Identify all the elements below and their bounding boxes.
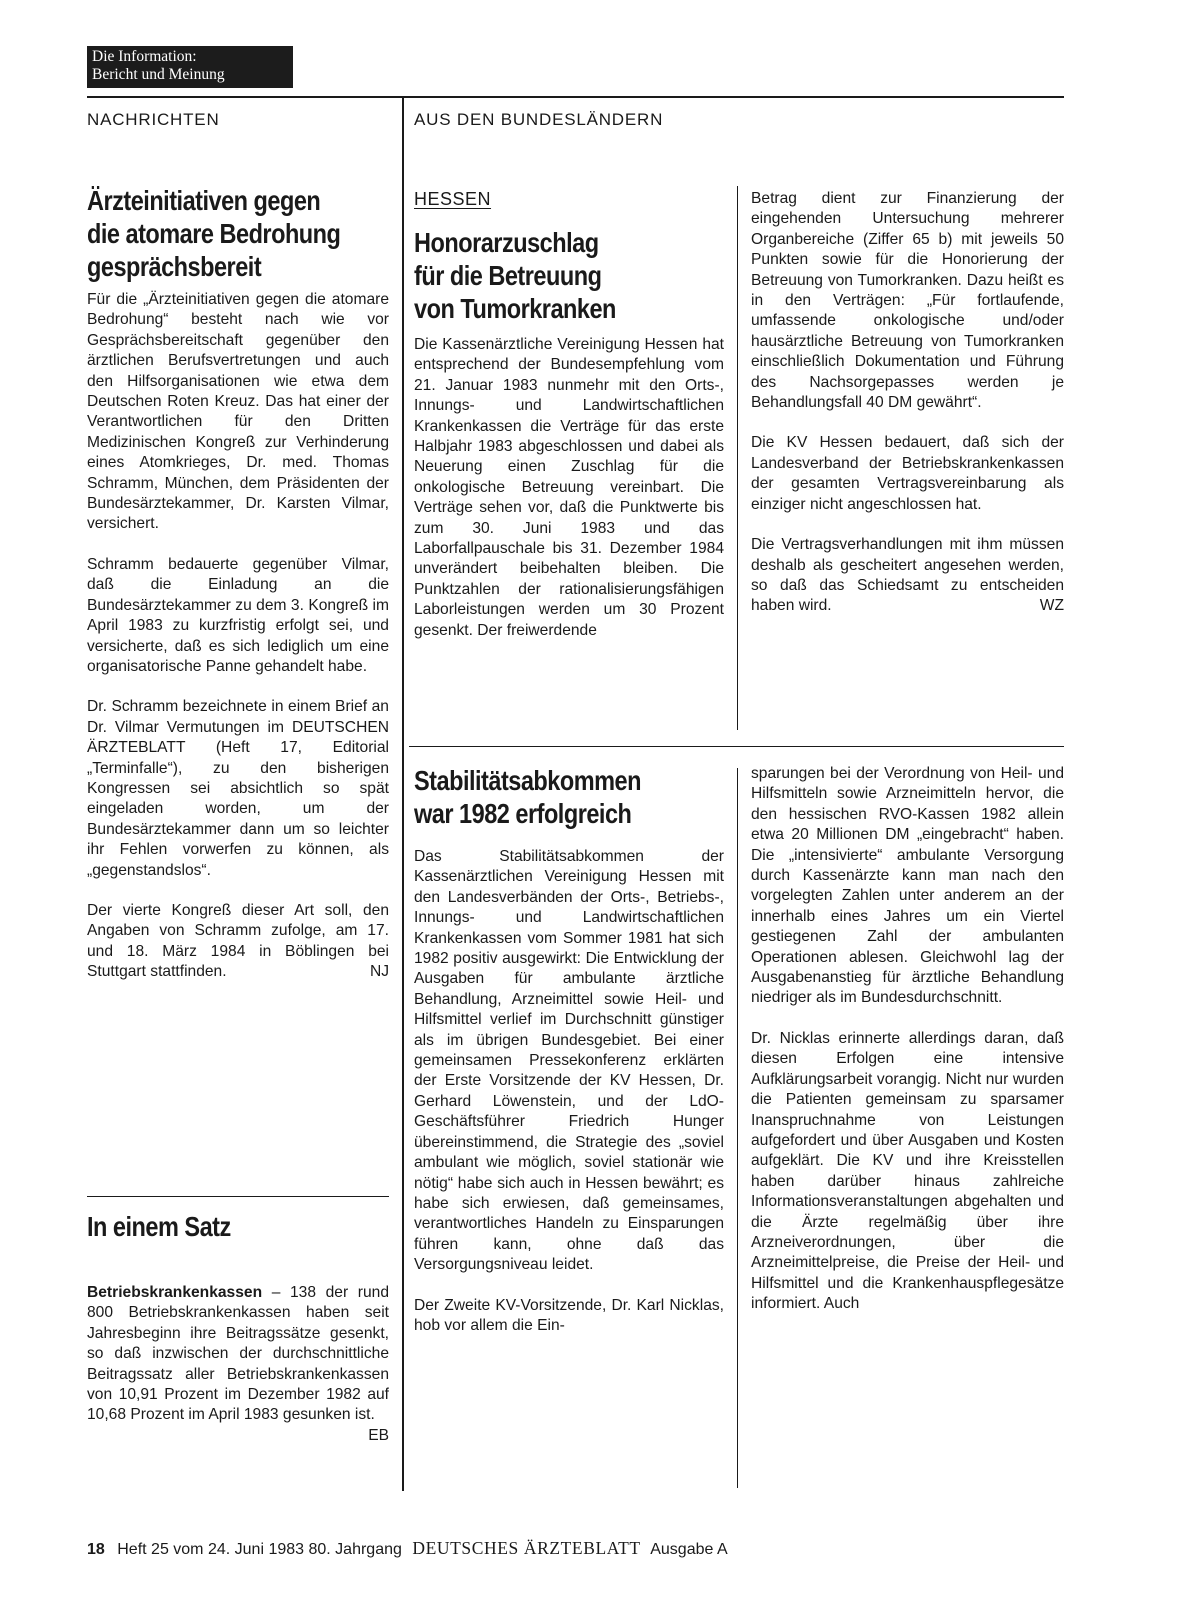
article1-paragraph: Für die „Ärzteinitiativen gegen die atomare Bedrohung“ besteht nach wie vor Gesprächsbereitschaft gegenüber den ärztlichen Berufsvertretungen und auch den Hilfsorganisationen wie etwa dem Deutschen Roten Kreuz. Das hat einer der Verantwortlichen für den Dritten Medizinischen Kongreß zur Verhinderung eines Atomkrieges, Dr. med. Thomas Schramm, München, dem Präsidenten der Bundesärztekammer, Dr. Karsten Vilmar, versichert. bbox=[87, 291, 389, 533]
satz-signature: EB bbox=[368, 1426, 389, 1444]
edition-label: Ausgabe A bbox=[650, 1541, 728, 1558]
satz-lead: Betriebskrankenkassen bbox=[87, 1284, 263, 1301]
article2-paragraph: Betrag dient zur Finanzierung der eingehenden Untersuchung mehrerer Organbereiche (Ziffer 65 b) mit jeweils 50 Punkten sowie für die Honorierung der Betreuung von Tumorkranken. Dazu heißt es in den Verträgen: „Für fortlaufende, umfassende onkologische und/oder hausärztliche Betreuung von Tumorkranken einschließlich Dokumentation und Führung des Nachsorgepasses werden je Behandlungsfall 40 DM gewährt“. bbox=[751, 190, 1064, 412]
satz-body bbox=[87, 1283, 389, 1446]
section-badge bbox=[87, 46, 293, 88]
article2-paragraph: Die Vertragsverhandlungen mit ihm müssen deshalb als gescheitert angesehen werden, so daß das Schiedsamt zu entscheiden haben wird. WZ bbox=[751, 535, 1064, 617]
top-rule bbox=[87, 96, 1064, 98]
satz-rule bbox=[87, 1196, 389, 1197]
article2-paragraph: Die Kassenärztliche Vereinigung Hessen hat entsprechend der Bundesempfehlung vom 21. Januar 1983 nunmehr mit den Orts-, Innungs- und Landwirtschaftlichen Krankenkassen die Verträge für das erste Halbjahr 1983 abgeschlossen und dabei als Neuerung einen Zuschlag für die onkologische Betreuung vereinbart. Die Verträge sehen vor, daß die Punktwerte bis zum 30. Juni 1983 und das Laborfallpauschale bis 31. Dezember 1984 unverändert beibehalten bleiben. Die Punktzahlen der rationalisierungsfähigen Laborleistungen werden um 30 Prozent gesenkt. Der freiwerdende bbox=[414, 336, 724, 639]
satz-headline: In einem Satz bbox=[87, 1211, 231, 1242]
article3-col2 bbox=[751, 764, 1064, 1315]
article1-body bbox=[87, 290, 389, 983]
article1-signature: NJ bbox=[369, 963, 389, 981]
article3-paragraph: Das Stabilitätsabkommen der Kassenärztlichen Vereinigung Hessen mit den Landesverbänden der Orts-, Betriebs-, Innungs- und Landwirtschaftlichen Krankenkassen vom Sommer 1981 hat sich 1982 positiv ausgewirkt: Die Entwicklung der Ausgaben für ambulante ärztliche Behandlung, Arzneimittel sowie Heil- und Hilfsmittel verlief im Durchschnitt günstiger als im übrigen Bundesgebiet. Bei einer gemeinsamen Pressekonferenz erklärten der Erste Vorsitzende der KV Hessen, Dr. Gerhard Löwenstein, und der LdO-Geschäftsführer Friedrich Hunger übereinstimmend, die Strategie des „soviel ambulant wie möglich, soviel stationär wie nötig“ habe sich auch in Hessen bewährt; es habe sich erwiesen, daß gemeinsames, verantwortliches Handeln zu Einsparungen führen kann, ohne daß das Versorgungsniveau leidet. bbox=[414, 848, 724, 1274]
section-rule-right bbox=[409, 746, 1064, 747]
article2-paragraph: Die KV Hessen bedauert, daß sich der Landesverband der Betriebskrankenkassen der gesamten Vertragsvereinbarung als einziger nicht angeschlossen hat. bbox=[751, 434, 1064, 513]
article2-signature: WZ bbox=[1039, 597, 1064, 615]
page-number: 18 bbox=[87, 1541, 105, 1558]
article2-col1 bbox=[414, 335, 724, 641]
section-label-bundeslaender: AUS DEN BUNDESLÄNDERN bbox=[414, 110, 664, 129]
article3-paragraph: Dr. Nicklas erinnerte allerdings daran, daß diesen Erfolgen eine intensive Aufklärungsarbeit vorangig. Nicht nur wurden die Patienten gemeinsam zu sparsamer Inanspruchnahme von Leistungen aufgefordert und über Ausgaben und Kosten aufgeklärt. Die KV und ihre Kreisstellen haben darüber hinaus zahlreiche Informationsveranstaltungen abgehalten und die Ärzte regelmäßig über ihre Arzneiverordnungen, über die Arzneimittelpreise, die Preise der Heil- und Hilfsmittel und die Krankenhauspflegesätze informiert. Auch bbox=[751, 1029, 1064, 1313]
article2-kicker: HESSEN bbox=[414, 189, 492, 209]
article1-paragraph: Der vierte Kongreß dieser Art soll, den Angaben von Schramm zufolge, am 17. und 18. März 1984 in Böblingen bei Stuttgart stattfinden. NJ bbox=[87, 901, 389, 983]
page-footer bbox=[87, 1538, 728, 1559]
badge-line-2: Bericht und Meinung bbox=[92, 66, 225, 83]
satz-paragraph: Betriebskrankenkassen – 138 der rund 800 Betriebskrankenkassen haben seit Jahresbeginn ihre Beitragssätze gesenkt, so daß inzwischen der durchschnittliche Beitragssatz aller Betriebskrankenkassen von 10,91 Prozent im Dezember 1982 auf 10,68 Prozent im April 1983 gesunken ist. EB bbox=[87, 1283, 389, 1426]
column-divider-right-top bbox=[737, 186, 738, 730]
article1-headline: Ärzteinitiativen gegen die atomare Bedrohung gesprächsbereit bbox=[87, 185, 341, 282]
article2-col2 bbox=[751, 189, 1064, 617]
section-label-nachrichten: NACHRICHTEN bbox=[87, 110, 220, 129]
journal-name: DEUTSCHES ÄRZTEBLATT bbox=[412, 1538, 641, 1558]
article2-headline: Honorarzuschlag für die Betreuung von Tumorkranken bbox=[414, 227, 616, 324]
article3-paragraph: Der Zweite KV-Vorsitzende, Dr. Karl Nicklas, hob vor allem die Ein- bbox=[414, 1296, 724, 1334]
article1-paragraph: Schramm bedauerte gegenüber Vilmar, daß die Einladung an die Bundesärztekammer zu dem 3. Kongreß im April 1983 zu kurzfristig erfolgt sei, und versicherte, daß es sich lediglich um eine organisatorische Panne gehandelt habe. bbox=[87, 555, 389, 675]
article1-paragraph: Dr. Schramm bezeichnete in einem Brief an Dr. Vilmar Vermutungen im DEUTSCHEN ÄRZTEBLATT (Heft 17, Editorial „Terminfalle“), zu den bisherigen Kongressen sei absichtlich so spät eingeladen worden, um der Bundesärztekammer dann um so leichter ihr Fehlen vorwerfen zu können, als „gegenstandslos“. bbox=[87, 698, 389, 879]
article3-col1 bbox=[414, 847, 724, 1336]
article3-paragraph: sparungen bei der Verordnung von Heil- und Hilfsmitteln sowie Arzneimitteln hervor, die den hessischen RVO-Kassen 1982 allein etwa 20 Millionen DM „eingebracht“ haben. Die „intensivierte“ ambulante Versorgung durch Kassenärzte kann man nach den vorgelegten Zahlen unter anderem an der innerhalb eines Jahres um ein Viertel gestiegenen Zahl der ambulanten Operationen ablesen. Gleichwohl lag der Ausgabenanstieg für ärztliche Behandlung niedriger als im Bundesdurchschnitt. bbox=[751, 765, 1064, 1007]
column-divider-main bbox=[402, 96, 404, 1491]
column-divider-right-bottom bbox=[737, 768, 738, 1488]
badge-line-1: Die Information: bbox=[92, 48, 197, 65]
article3-headline: Stabilitätsabkommen war 1982 erfolgreich bbox=[414, 765, 641, 829]
issue-info: Heft 25 vom 24. Juni 1983 80. Jahrgang bbox=[117, 1541, 402, 1558]
